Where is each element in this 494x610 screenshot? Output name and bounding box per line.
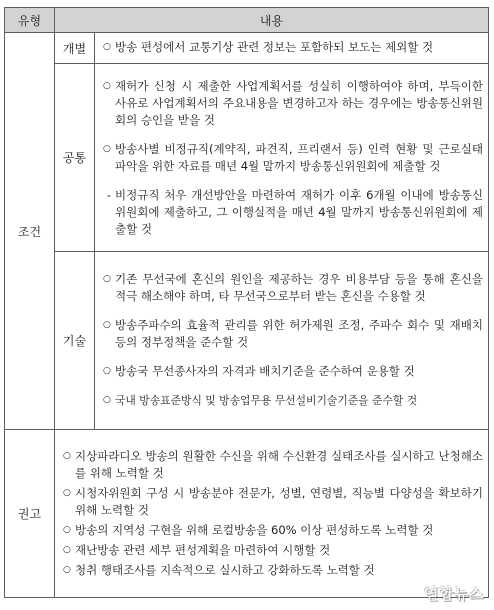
bullet-marker: ○ <box>103 42 111 52</box>
list-item: ○ 청취 행태조사를 지속적으로 실시하고 강화하도록 노력할 것 <box>63 562 375 577</box>
list-item: ○ 시청자위원회 구성 시 방송분야 전문가, 성별, 연령별, 직능별 다양성을 확보하기 위해 노력할 것 <box>63 485 483 517</box>
category-conditions: 조건 <box>5 33 55 430</box>
list-item: ○ 재난방송 관련 세부 편성계획을 마련하여 시행할 것 <box>63 542 331 557</box>
bullet-marker: ○ <box>63 487 71 498</box>
bullet-marker: ○ <box>63 544 71 555</box>
bullet-marker: ○ <box>103 320 111 330</box>
header-content: 내용 <box>55 8 489 33</box>
table-row <box>5 252 489 430</box>
list-item: ○ 방송사별 비정규직(계약직, 파견직, 프리랜서 등) 인력 현황 및 근로실태 파악을 위한 자료를 매년 4월 말까지 방송통신위원회에 제출할 것 <box>103 142 483 173</box>
table-row <box>5 430 489 598</box>
license-conditions-table <box>4 7 489 598</box>
table-row <box>5 64 489 252</box>
subcategory-individual: 개별 <box>55 33 95 64</box>
bullet-marker: ○ <box>103 366 111 376</box>
header-type: 유형 <box>5 8 55 33</box>
bullet-marker: ○ <box>103 81 111 91</box>
subcategory-common: 공통 <box>55 64 95 252</box>
bullet-marker: ○ <box>63 524 71 535</box>
list-item: ○ 국내 방송표준방식 및 방송업무용 무선설비기술기준을 준수할 것 <box>103 394 418 407</box>
dash-marker: - <box>106 188 112 202</box>
list-item: ○ 방송주파수의 효율적 관리를 위한 허가제원 조정, 주파수 회수 및 재배치 등의 정부정책을 준수할 것 <box>103 318 483 349</box>
table-row <box>5 33 489 64</box>
bullet-marker: ○ <box>103 144 111 154</box>
technical-content <box>95 252 489 430</box>
list-item: ○ 방송국 무선종사자의 자격과 배치기준을 준수하여 운용할 것 <box>103 364 415 378</box>
watermark-logo: 연합뉴스 <box>424 585 484 603</box>
list-item: ○ 방송의 지역성 구현을 위해 로컬방송을 60% 이상 편성하도록 노력할 것 <box>63 522 434 537</box>
category-recommendations: 권고 <box>5 430 55 598</box>
recommendations-content <box>55 430 489 598</box>
list-item: ○ 기존 무선국에 혼신의 원인을 제공하는 경우 비용부담 등을 통해 혼신을 적극 해소해야 하며, 타 무선국으로부터 받는 혼신을 수용할 것 <box>103 272 483 303</box>
subcategory-technical: 기술 <box>55 252 95 430</box>
bullet-marker: ○ <box>63 450 71 461</box>
list-item: ○ 방송 편성에서 교통기상 관련 정보는 포함하되 보도는 제외할 것 <box>103 40 434 54</box>
bullet-marker: ○ <box>63 564 71 575</box>
list-item: ○ 지상파라디오 방송의 원활한 수신을 위해 수신환경 실태조사를 실시하고 난청해소를 위해 노력할 것 <box>63 448 483 480</box>
list-item: ○ 재허가 신청 시 제출한 사업계획서를 성실히 이행하여야 하며, 부득이한 사유로 사업계획서의 주요내용을 변경하고자 하는 경우에는 방송통신위원회의 승인을 받을 것 <box>103 79 483 127</box>
common-content <box>95 64 489 252</box>
sub-list-item: - 비정규직 처우 개선방안을 마련하여 재허가 이후 6개월 이내에 방송통신위원회에 제출하고, 그 이행실적을 매년 4월 말까지 방송통신위원회에 제출할 것 <box>103 187 483 238</box>
table-header-row <box>5 8 489 33</box>
bullet-marker: ○ <box>103 274 111 284</box>
bullet-marker: ○ <box>103 395 111 405</box>
individual-content <box>95 33 489 64</box>
